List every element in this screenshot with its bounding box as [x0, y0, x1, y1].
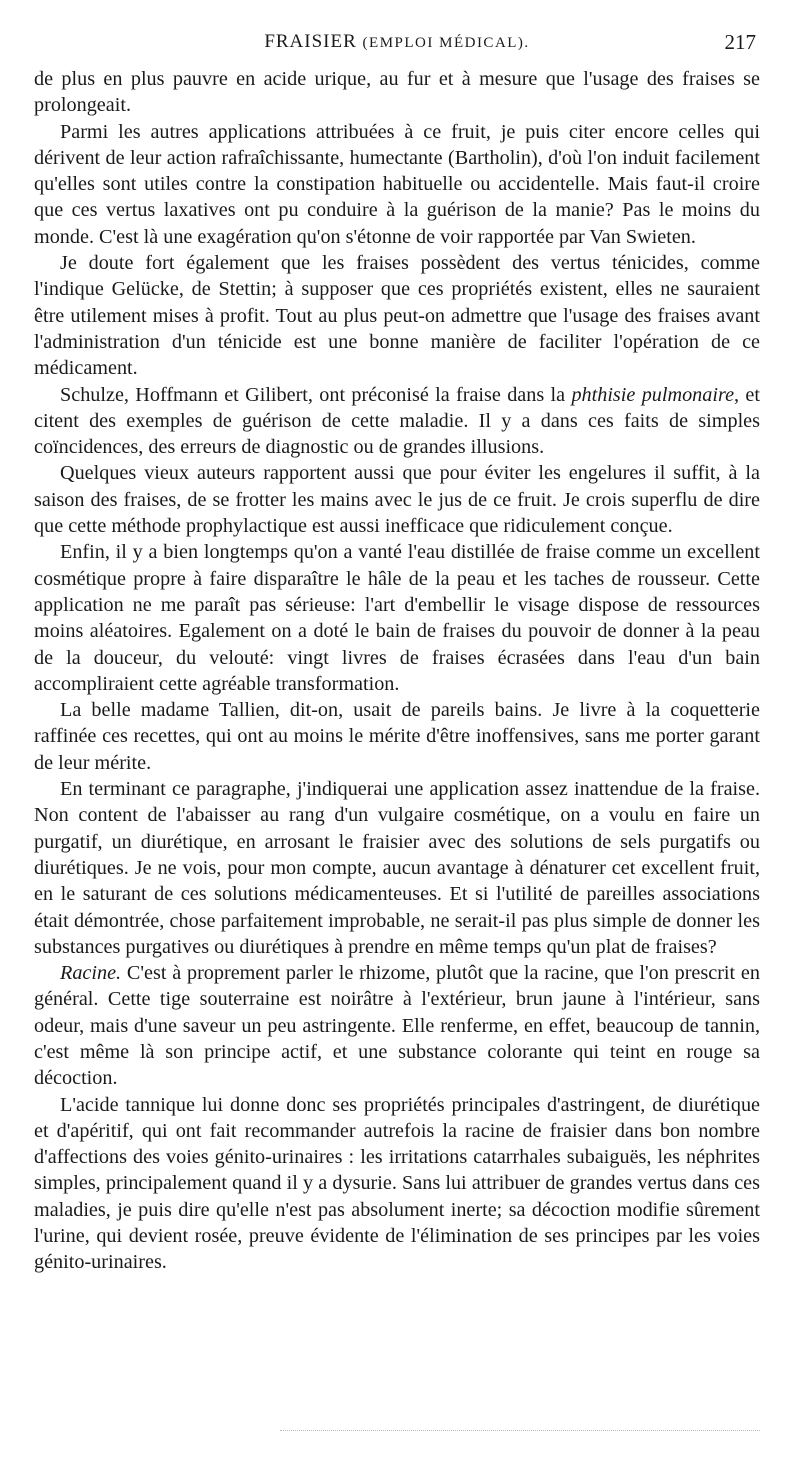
paragraph	[34, 697, 760, 776]
paragraph	[34, 250, 760, 381]
body-text	[34, 66, 760, 1276]
running-title-subtitle: (EMPLOI MÉDICAL).	[362, 35, 530, 51]
paragraph-text: , et citent des exemples de guérison de cette maladie. Il y a dans ces faits de simples coïncidences, des erreurs de diagnostic ou de grandes illusions.	[34, 383, 760, 459]
running-header	[34, 0, 760, 54]
paragraph	[34, 119, 760, 250]
paragraph-text: La belle madame Tallien, dit-on, usait de pareils bains. Je livre à la coquetterie raffinée ces recettes, qui ont au moins le mérite d'être inoffensives, sans me porter garant de leur mérite.	[34, 699, 760, 774]
paragraph-text: Je doute fort également que les fraises possèdent des vertus ténicides, comme l'indique Gelücke, de Stettin; à supposer que ces propriétés existent, elles ne sauraient être utilement mises à profit. Tout au plus peut-on admettre que l'usage des fraises avant l'administration d'un ténicide est une bonne manière de faciliter l'opération de ce médicament.	[34, 252, 760, 380]
paragraph-text: L'acide tannique lui donne donc ses propriétés principales d'astringent, de diurétique et d'apéritif, qui ont fait recommander autrefois la racine de fraisier dans bon nombre d'affections des voies génito-urinaires : les irritations catarrhales subaiguës, les néphrites simples, principalement quand il y a dysurie. Sans lui attribuer de grandes vertus dans ces maladies, je puis dire qu'elle n'est pas absolument inerte; sa décoction modifie sûrement l'urine, qui devient rosée, preuve évidente de l'élimination de ses principes par les voies génito-urinaires.	[34, 1093, 760, 1274]
paragraph-text: Quelques vieux auteurs rapportent aussi que pour éviter les engelures il suffit, à la saison des fraises, de se frotter les mains avec le jus de ce fruit. Je crois superflu de dire que cette méthode prophylactique est aussi inefficace que ridiculement conçue.	[34, 462, 760, 538]
paragraph	[34, 1092, 760, 1276]
page-number: 217	[724, 30, 756, 54]
paragraph-text: En terminant ce paragraphe, j'indiquerai une application assez inattendue de la fraise. Non content de l'abaisser au rang d'un vulgaire cosmétique, on a voulu en faire un purgatif, un diurétique, en arrosant le fraisier avec des solutions de sels purgatifs ou diurétiques. Je ne vois, pour mon compte, aucun avantage à dénaturer cet excellent fruit, en le saturant de ces solutions médicamenteuses. Et si l'utilité de pareilles associations était démontrée, chose parfaitement improbable, ne serait-il pas plus simple de donner les substances purgatives ou diurétiques à prendre en même temps qu'un plat de fraises?	[34, 778, 760, 958]
paragraph	[34, 776, 760, 960]
paragraph	[34, 539, 760, 697]
paragraph	[34, 460, 760, 539]
running-title-main: FRAISIER	[264, 31, 357, 52]
paragraph-text: C'est à proprement parler le rhizome, plutôt que la racine, que l'on prescrit en général. Cette tige souterraine est noirâtre à l'extérieur, brun jaune à l'intérieur, sans odeur, mais d'une saveur un peu astringente. Elle renferme, en effet, beaucoup de tannin, c'est même là son principe actif, et une substance colorante qui teint en rouge sa décoction.	[34, 962, 760, 1090]
paragraph-text: Enfin, il y a bien longtemps qu'on a vanté l'eau distillée de fraise comme un excellent cosmétique propre à faire disparaître le hâle de la peau et les taches de rousseur. Cette application ne me paraît pas sérieuse: l'art d'embellir le visage dispose de ressources moins aléatoires. Egalement on a doté le bain de fraises du pouvoir de donner à la peau de la douceur, du velouté: vingt livres de fraises écrasées dans l'eau d'un bain accompliraient cette agréable transformation.	[34, 541, 760, 695]
italic-term: Racine.	[60, 962, 122, 985]
paragraph	[34, 960, 760, 1091]
paragraph	[34, 66, 760, 119]
paragraph-text: de plus en plus pauvre en acide urique, au fur et à mesure que l'usage des fraises se prolongeait.	[34, 68, 760, 117]
paragraph-text: Parmi les autres applications attribuées à ce fruit, je puis citer encore celles qui dérivent de leur action rafraîchissante, humectante (Bartholin), d'où l'on induit facilement qu'elles sont utiles contre la constipation habituelle ou accidentelle. Mais faut-il croire que ces vertus laxatives ont pu conduire à la guérison de la manie? Pas le moins du monde. C'est là une exagération qu'on s'étonne de voir rapportée par Van Swieten.	[34, 120, 760, 248]
italic-term: phthisie pulmonaire	[571, 383, 735, 406]
paragraph	[34, 382, 760, 461]
bottom-margin-rule	[280, 1430, 760, 1435]
paragraph-text: Schulze, Hoffmann et Gilibert, ont préconisé la fraise dans la	[60, 383, 572, 406]
running-title	[34, 31, 760, 53]
